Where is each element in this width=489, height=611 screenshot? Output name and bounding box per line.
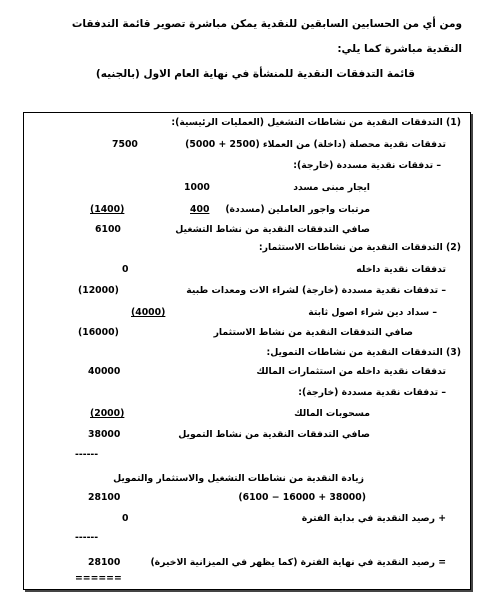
statement-title: قائمة التدفقات النقدية للمنشأة في نهاية العام الاول (بالجنيه) [95,68,415,80]
financing-inflow-amount: 40000 [88,366,121,377]
operating-collections: تدفقات نقدية محصلة (داخلة) من العملاء (2500 + 5000) [185,139,446,150]
cash-increase-label: زيادة النقدية من نشاطات التشغيل والاستثمار والتمويل [113,473,364,484]
investing-debt: – سداد دين شراء اصول ثابتة [308,307,437,318]
financing-paid-header: – تدفقات نقدية مسددة (خارجة): [298,387,446,398]
opening-balance-label: + رصيد النقدية في بداية الفترة [301,513,446,524]
financing-drawings: مسحوبات المالك [294,408,370,419]
double-rule: ====== [75,573,122,584]
operating-net: صافي التدفقات النقدية من نشاط التشغيل [175,224,370,235]
investing-net: صافي التدفقات النقدية من نشاط الاستثمار [213,327,413,338]
cash-increase-calculation: (38000 + 16000 − 6100) [238,492,366,503]
operating-net-amount: 6100 [95,224,121,235]
operating-collections-total: 7500 [112,139,138,150]
financing-drawings-amount: (2000) [90,408,125,419]
investing-net-amount: (16000) [78,327,119,338]
operating-paid-total: (1400) [90,204,125,215]
operating-header: (1) التدفقات النقدية من نشاطات التشغيل (العمليات الرئيسية): [171,117,461,128]
financing-inflow: تدفقات نقدية داخله من استثمارات المالك [256,366,446,377]
dashes-line-2: ------ [75,532,99,543]
investing-header: (2) التدفقات النقدية من نشاطات الاستثمار: [258,242,461,253]
opening-balance-amount: 0 [122,513,129,524]
intro-line-2: النقدية مباشرة كما يلي: [337,43,462,55]
closing-balance-label: = رصيد النقدية في نهاية الفترة (كما يظهر في الميزانية الاخيرة) [150,557,446,568]
closing-balance-amount: 28100 [88,557,121,568]
investing-debt-amount: (4000) [131,307,166,318]
investing-inflow-amount: 0 [122,264,129,275]
investing-outflow-amount: (12000) [78,285,119,296]
intro-line-1: ومن أي من الحسابين السابقين للنقدية يمكن مباشرة تصوير قائمة التدفقات [71,18,462,30]
investing-inflow: تدفقات نقدية داخله [356,264,446,275]
operating-paid-header: – تدفقات نقدية مسددة (خارجة): [293,160,441,171]
cash-increase-amount: 28100 [88,492,121,503]
investing-outflow: – تدفقات نقدية مسددة (خارجة) لشراء الات ومعدات طبية [186,285,446,296]
operating-rent: ايجار مبنى مسدد [293,182,370,193]
financing-net-amount: 38000 [88,429,121,440]
dashes-line: ------ [75,449,99,460]
financing-header: (3) التدفقات النقدية من نشاطات التمويل: [266,347,461,358]
operating-salaries: مرتبات واجور العاملين (مسددة) [225,204,370,215]
operating-rent-amount: 1000 [184,182,210,193]
financing-net: صافي التدفقات النقدية من نشاط التمويل [178,429,370,440]
operating-salaries-amount: 400 [190,204,210,215]
